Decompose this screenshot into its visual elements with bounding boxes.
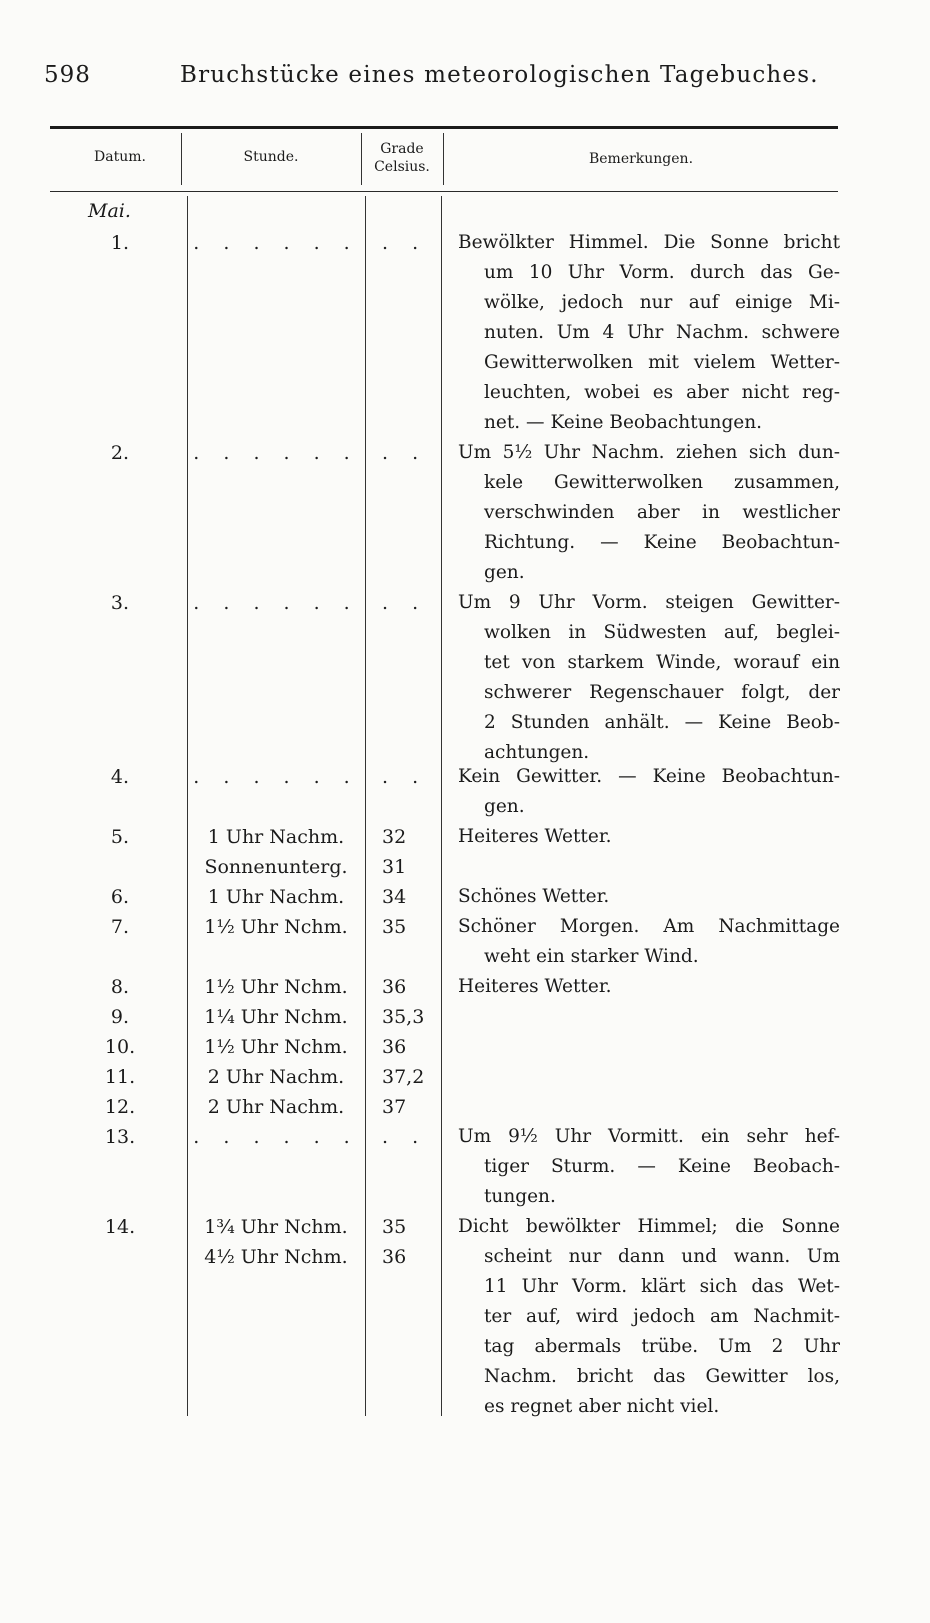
remarks-line: kele Gewitterwolken zusammen, <box>484 472 840 493</box>
table-top-rule <box>50 126 838 129</box>
stunde-cell: 4½ Uhr Nchm. <box>204 1246 348 1268</box>
column-divider <box>361 133 362 185</box>
remarks-cell <box>458 228 840 438</box>
page-header <box>0 62 930 102</box>
datum-cell: 2. <box>110 442 130 464</box>
datum-cell: 7. <box>110 916 130 938</box>
remarks-line: Bewölkter Himmel. Die Sonne bricht <box>458 232 840 253</box>
page-number: 598 <box>44 62 91 88</box>
grade-cell: . . <box>382 592 428 614</box>
remarks-line: ter auf, wird jedoch am Nachmit- <box>484 1306 840 1327</box>
stunde-cell: . . . . . . <box>193 592 359 614</box>
datum-cell: 9. <box>110 1006 130 1028</box>
stunde-cell: . . . . . . <box>193 1126 359 1148</box>
stunde-cell: 1 Uhr Nachm. <box>207 826 345 848</box>
remarks-line: gen. <box>484 796 525 817</box>
table-header-rule <box>50 191 838 192</box>
remarks-line: 11 Uhr Vorm. klärt sich das Wet- <box>484 1276 840 1297</box>
datum-cell: 6. <box>110 886 130 908</box>
stunde-cell: . . . . . . <box>193 766 359 788</box>
remarks-cell <box>458 822 840 852</box>
remarks-cell <box>458 1212 840 1422</box>
stunde-cell: 1¼ Uhr Nchm. <box>204 1006 348 1028</box>
grade-cell: . . <box>382 232 428 254</box>
remarks-line: Schöner Morgen. Am Nachmittage <box>458 916 840 937</box>
stunde-cell: Sonnenunterg. <box>204 856 348 878</box>
grade-cell: 36 <box>382 1246 407 1268</box>
remarks-line: Gewitterwolken mit vielem Wetter- <box>484 352 840 373</box>
remarks-line: nuten. Um 4 Uhr Nachm. schwere <box>484 322 840 343</box>
datum-cell: 5. <box>110 826 130 848</box>
column-header-bemerkungen: Bemerkungen. <box>588 151 694 167</box>
remarks-line: Dicht bewölkter Himmel; die Sonne <box>458 1216 840 1237</box>
datum-cell: 3. <box>110 592 130 614</box>
datum-cell: 8. <box>110 976 130 998</box>
column-divider <box>443 133 444 185</box>
remarks-line: gen. <box>484 562 525 583</box>
stunde-cell: 2 Uhr Nachm. <box>207 1066 345 1088</box>
remarks-line: scheint nur dann und wann. Um <box>484 1246 840 1267</box>
stunde-cell: 1 Uhr Nachm. <box>207 886 345 908</box>
column-header-grade <box>362 140 442 176</box>
grade-cell: . . <box>382 442 428 464</box>
datum-cell: 14. <box>104 1216 136 1238</box>
remarks-line: wolken in Südwesten auf, beglei- <box>484 622 840 643</box>
column-header-grade-line1: Grade <box>380 141 424 157</box>
remarks-line: tungen. <box>484 1186 556 1207</box>
stunde-cell: 2 Uhr Nachm. <box>207 1096 345 1118</box>
column-divider <box>365 196 366 1416</box>
remarks-line: Um 9½ Uhr Vormitt. ein sehr hef- <box>458 1126 840 1147</box>
grade-cell: . . <box>382 766 428 788</box>
datum-cell: 13. <box>104 1126 136 1148</box>
remarks-line: weht ein starker Wind. <box>484 946 699 967</box>
grade-cell: . . <box>382 1126 428 1148</box>
remarks-cell <box>458 588 840 768</box>
remarks-line: leuchten, wobei es aber nicht reg- <box>484 382 840 403</box>
grade-cell: 36 <box>382 976 407 998</box>
running-title: Bruchstücke eines meteorologischen Tagebuches. <box>180 62 819 88</box>
remarks-line: net. — Keine Beobachtungen. <box>484 412 763 433</box>
grade-cell: 35 <box>382 916 407 938</box>
remarks-cell <box>458 972 840 1002</box>
stunde-cell: . . . . . . <box>193 442 359 464</box>
stunde-cell: 1¾ Uhr Nchm. <box>204 1216 348 1238</box>
remarks-cell <box>458 762 840 822</box>
column-divider <box>441 196 442 1416</box>
remarks-line: Heiteres Wetter. <box>458 976 612 997</box>
remarks-cell <box>458 882 840 912</box>
remarks-line: Um 9 Uhr Vorm. steigen Gewitter- <box>458 592 840 613</box>
datum-cell: 10. <box>104 1036 136 1058</box>
remarks-line: Kein Gewitter. — Keine Beobachtun- <box>458 766 840 787</box>
stunde-cell: . . . . . . <box>193 232 359 254</box>
remarks-line: Schönes Wetter. <box>458 886 610 907</box>
remarks-line: tag abermals trübe. Um 2 Uhr <box>484 1336 840 1357</box>
remarks-line: 2 Stunden anhält. — Keine Beob- <box>484 712 840 733</box>
remarks-line: tiger Sturm. — Keine Beobach- <box>484 1156 840 1177</box>
grade-cell: 37,2 <box>382 1066 425 1088</box>
datum-cell: 1. <box>110 232 130 254</box>
remarks-line: verschwinden aber in westlicher <box>484 502 840 523</box>
stunde-cell: 1½ Uhr Nchm. <box>204 976 348 998</box>
month-label: Mai. <box>88 200 131 222</box>
column-header-stunde: Stunde. <box>243 149 299 165</box>
stunde-cell: 1½ Uhr Nchm. <box>204 1036 348 1058</box>
remarks-line: um 10 Uhr Vorm. durch das Ge- <box>484 262 840 283</box>
grade-cell: 35 <box>382 1216 407 1238</box>
column-header-datum: Datum. <box>94 149 146 165</box>
grade-cell: 35,3 <box>382 1006 425 1028</box>
grade-cell: 37 <box>382 1096 407 1118</box>
column-divider <box>181 133 182 185</box>
remarks-line: achtungen. <box>484 742 590 763</box>
remarks-cell <box>458 438 840 588</box>
remarks-line: Richtung. — Keine Beobachtun- <box>484 532 840 553</box>
remarks-line: wölke, jedoch nur auf einige Mi- <box>484 292 840 313</box>
remarks-line: schwerer Regenschauer folgt, der <box>484 682 840 703</box>
grade-cell: 36 <box>382 1036 407 1058</box>
remarks-line: Nachm. bricht das Gewitter los, <box>484 1366 840 1387</box>
grade-cell: 31 <box>382 856 407 878</box>
grade-cell: 32 <box>382 826 407 848</box>
stunde-cell: 1½ Uhr Nchm. <box>204 916 348 938</box>
remarks-line: Heiteres Wetter. <box>458 826 612 847</box>
grade-cell: 34 <box>382 886 407 908</box>
datum-cell: 11. <box>104 1066 136 1088</box>
datum-cell: 12. <box>104 1096 136 1118</box>
remarks-line: Um 5½ Uhr Nachm. ziehen sich dun- <box>458 442 840 463</box>
remarks-cell <box>458 1122 840 1212</box>
remarks-line: tet von starkem Winde, worauf ein <box>484 652 840 673</box>
remarks-cell <box>458 912 840 972</box>
datum-cell: 4. <box>110 766 130 788</box>
remarks-line: es regnet aber nicht viel. <box>484 1396 720 1417</box>
column-header-grade-line2: Celsius. <box>374 159 430 175</box>
column-divider <box>187 196 188 1416</box>
